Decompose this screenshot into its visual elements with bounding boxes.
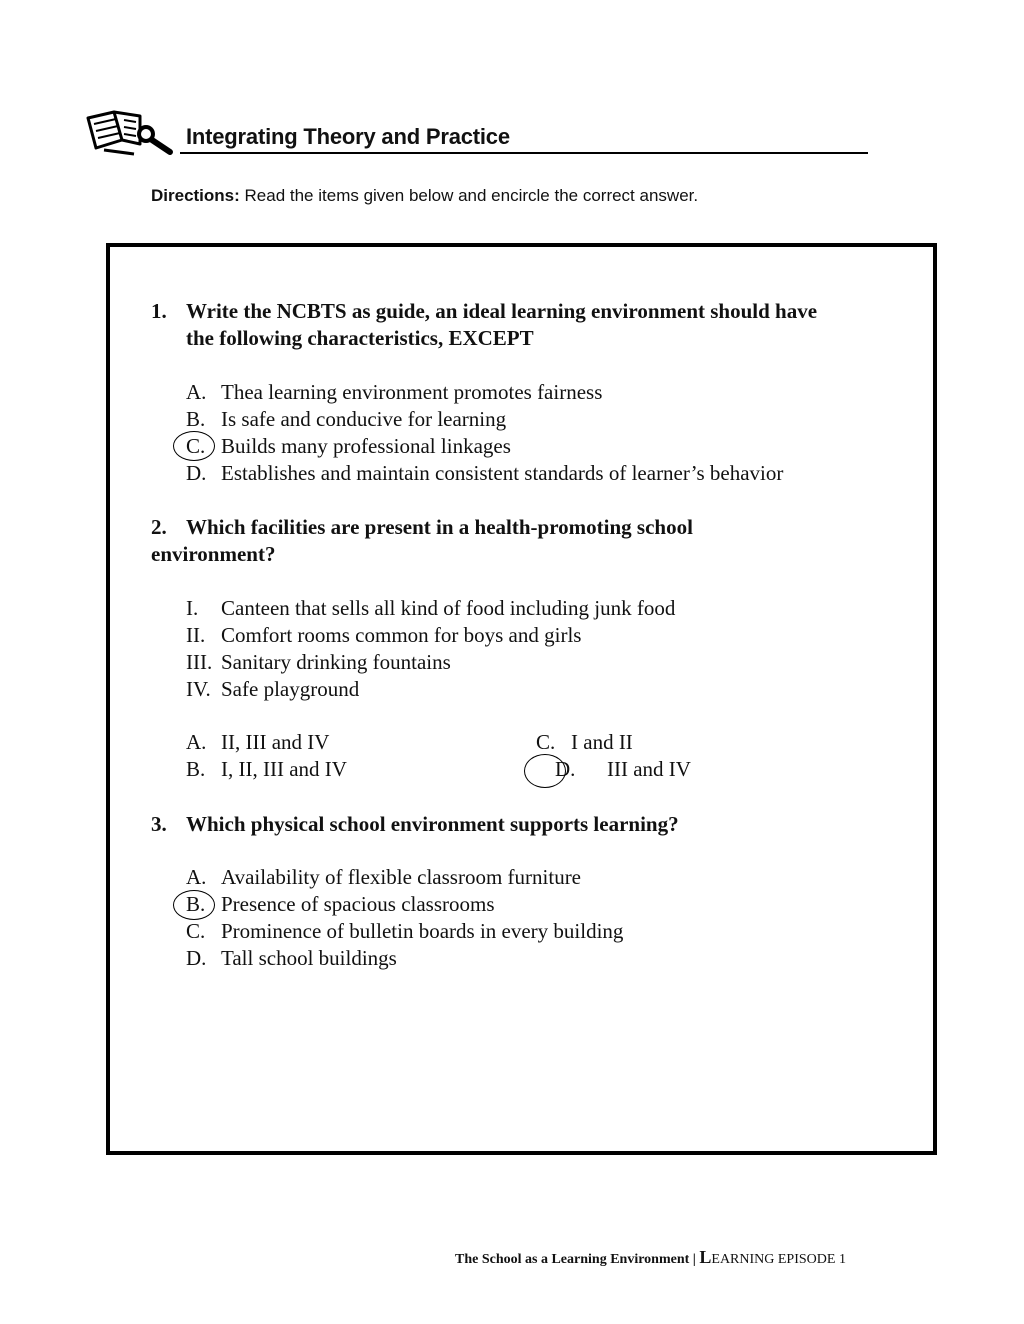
- directions-label: Directions:: [151, 186, 240, 205]
- option-letter: D.: [555, 757, 576, 781]
- question-2-text-line-1: Which facilities are present in a health-promoting school: [186, 515, 693, 539]
- question-1-option-c[interactable]: [186, 433, 511, 460]
- question-2-item-ii: [186, 622, 581, 649]
- option-letter: D.: [186, 461, 207, 485]
- question-1-text-line-1: Write the NCBTS as guide, an ideal learning environment should have: [186, 299, 818, 323]
- question-3-option-d[interactable]: [186, 945, 397, 972]
- option-text: Builds many professional linkages: [221, 434, 511, 458]
- question-2-option-b[interactable]: [186, 756, 347, 783]
- option-text: Is safe and conducive for learning: [221, 407, 507, 431]
- option-letter: A.: [186, 865, 207, 889]
- question-1-option-b[interactable]: [186, 406, 506, 433]
- question-2-item-i: [186, 595, 675, 622]
- option-letter: C.: [186, 919, 206, 943]
- footer-separator: |: [689, 1252, 700, 1267]
- question-3-text-line-1: Which physical school environment supports learning?: [186, 812, 679, 836]
- answer-circle-q2: [524, 754, 566, 788]
- question-2-option-a[interactable]: [186, 729, 329, 756]
- option-text: Establishes and maintain consistent standards of learner’s behavior: [221, 461, 784, 485]
- option-text: II, III and IV: [221, 730, 330, 754]
- option-letter: B.: [186, 892, 206, 916]
- option-text: Availability of flexible classroom furniture: [221, 865, 582, 889]
- option-text: Tall school buildings: [221, 946, 397, 970]
- question-3-option-b[interactable]: [186, 891, 495, 918]
- question-2-item-iii: [186, 649, 451, 676]
- item-numeral: I.: [186, 596, 199, 620]
- question-1-number: 1.: [151, 299, 167, 323]
- section-title: Integrating Theory and Practice: [186, 124, 510, 149]
- footer-title: The School as a Learning Environment: [455, 1252, 690, 1267]
- question-3-number: 3.: [151, 812, 167, 836]
- directions-text: Read the items given below and encircle the correct answer.: [239, 186, 699, 205]
- option-text: I and II: [571, 730, 633, 754]
- option-text: III and IV: [607, 757, 691, 781]
- option-letter: C.: [186, 434, 206, 458]
- item-numeral: IV.: [186, 677, 211, 701]
- option-letter: A.: [186, 730, 207, 754]
- question-2-option-d[interactable]: [555, 756, 691, 783]
- option-letter: C.: [536, 730, 556, 754]
- question-2-text-line-2: environment?: [151, 542, 276, 566]
- books-and-magnifier-icon: [84, 106, 180, 158]
- question-2-item-iv: [186, 676, 359, 703]
- question-1-option-a[interactable]: [186, 379, 602, 406]
- item-text: Canteen that sells all kind of food including junk food: [221, 596, 676, 620]
- page-footer: [455, 1247, 846, 1268]
- option-letter: D.: [186, 946, 207, 970]
- footer-episode-initial: L: [699, 1247, 712, 1267]
- question-2-option-c[interactable]: [536, 729, 633, 756]
- item-text: Sanitary drinking fountains: [221, 650, 451, 674]
- option-letter: A.: [186, 380, 207, 404]
- item-text: Comfort rooms common for boys and girls: [221, 623, 582, 647]
- item-numeral: II.: [186, 623, 206, 647]
- question-3-option-c[interactable]: [186, 918, 623, 945]
- question-2-number: 2.: [151, 515, 167, 539]
- option-text: Prominence of bulletin boards in every building: [221, 919, 624, 943]
- option-text: Presence of spacious classrooms: [221, 892, 495, 916]
- item-numeral: III.: [186, 650, 213, 674]
- option-letter: B.: [186, 757, 206, 781]
- question-1-text-line-2: the following characteristics, EXCEPT: [186, 326, 534, 350]
- option-letter: B.: [186, 407, 206, 431]
- option-text: I, II, III and IV: [221, 757, 347, 781]
- option-text: Thea learning environment promotes fairness: [221, 380, 603, 404]
- directions: [151, 186, 698, 206]
- answer-circle-q3: [173, 890, 215, 920]
- question-3-option-a[interactable]: [186, 864, 581, 891]
- footer-episode-rest: EARNING EPISODE 1: [711, 1252, 846, 1267]
- question-1-option-d[interactable]: [186, 460, 783, 487]
- answer-circle-q1: [173, 431, 215, 461]
- title-underline: [180, 152, 868, 154]
- item-text: Safe playground: [221, 677, 360, 701]
